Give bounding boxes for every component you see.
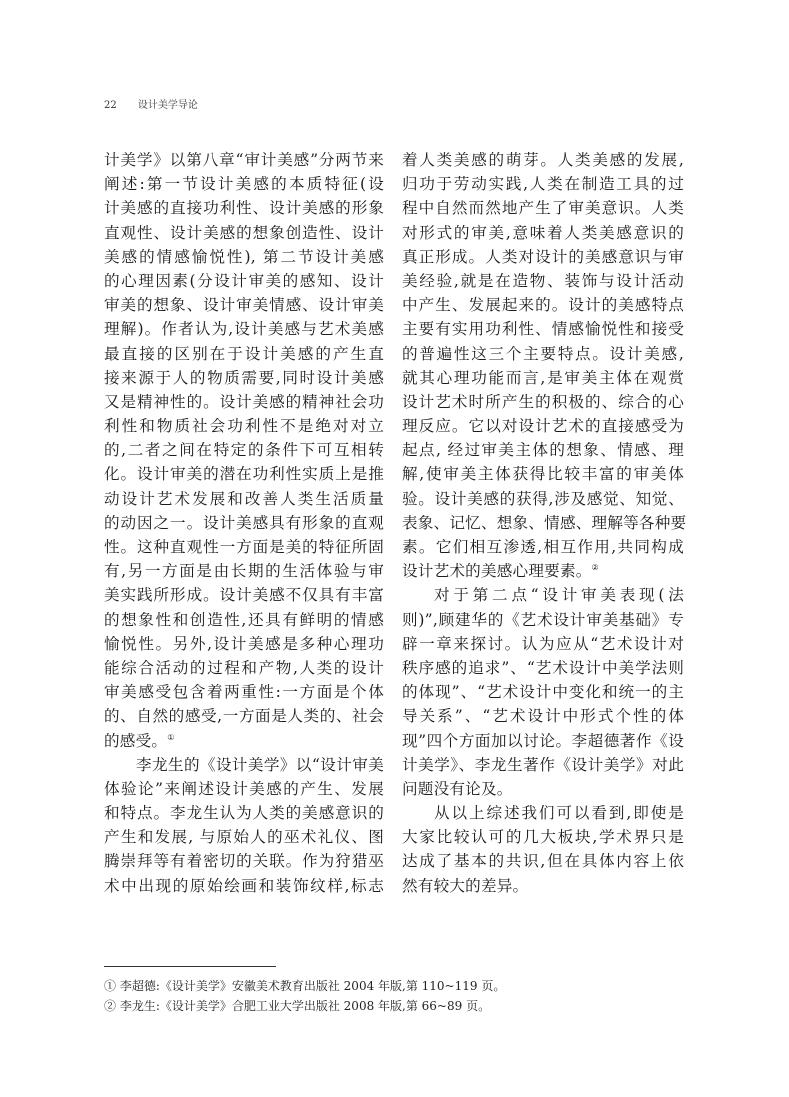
text-line-content: 美感的情感愉悦性), 第二节设计美感 bbox=[104, 247, 384, 266]
text-line bbox=[402, 632, 684, 656]
text-line-content: 和特点。李龙生认为人类的美感意识的 bbox=[104, 804, 384, 823]
text-line bbox=[104, 172, 384, 196]
text-line bbox=[104, 680, 384, 704]
text-line bbox=[104, 753, 384, 777]
text-line-content: 归功于劳动实践,人类在制造工具的过 bbox=[402, 175, 684, 194]
text-line bbox=[402, 245, 684, 269]
text-line-content: 化。设计审美的潜在功利性实质上是推 bbox=[104, 465, 384, 484]
text-line-content: 计美感的直接功利性、设计美感的形象 bbox=[104, 199, 384, 218]
text-line bbox=[104, 148, 384, 172]
text-line bbox=[402, 196, 684, 220]
footnote-divider bbox=[104, 966, 276, 967]
text-line-content: 导关系”、“艺术设计中形式个性的体 bbox=[402, 707, 684, 726]
text-line bbox=[104, 269, 384, 293]
text-line bbox=[104, 438, 384, 462]
footnote-2: ② 李龙生:《设计美学》合肥工业大学出版社 2008 年版,第 66~89 页。 bbox=[104, 999, 491, 1013]
text-line-content: 从以上综述我们可以看到,即使是 bbox=[434, 804, 684, 823]
text-line-content: 对形式的审美,意味着人类美感意识的 bbox=[402, 223, 684, 242]
text-line-content: 设计艺术时所产生的积极的、综合的心 bbox=[402, 392, 684, 411]
text-line bbox=[402, 777, 684, 801]
footnotes bbox=[104, 976, 505, 1016]
text-line-content: 大家比较认可的几大板块,学术界只是 bbox=[402, 828, 684, 847]
footnote-marker: ① bbox=[167, 732, 175, 742]
text-line bbox=[402, 172, 684, 196]
text-line bbox=[402, 414, 684, 438]
text-line-content: 问题没有论及。 bbox=[402, 779, 513, 798]
text-line bbox=[402, 801, 684, 825]
text-line bbox=[104, 414, 384, 438]
text-line-content: 性。这种直观性一方面是美的特征所固 bbox=[104, 538, 384, 556]
text-line-content: 又是精神性的。设计美感的精神社会功 bbox=[104, 392, 384, 411]
text-line-content: 的感受。 bbox=[104, 731, 168, 750]
text-line bbox=[402, 462, 684, 486]
text-line bbox=[104, 777, 384, 801]
text-line bbox=[402, 583, 684, 607]
text-line-content: 有,另一方面是由长期的生活体验与审 bbox=[104, 562, 384, 581]
text-line bbox=[402, 656, 684, 680]
text-line-content: 计美学》以第八章“审计美感”分两节来 bbox=[104, 151, 384, 169]
text-line bbox=[402, 874, 684, 898]
text-line-content: 起点, 经过审美主体的想象、情感、理 bbox=[402, 441, 684, 460]
text-line-content: 理反应。它以对设计艺术的直接感受为 bbox=[402, 417, 684, 436]
text-line bbox=[104, 535, 384, 559]
text-line bbox=[104, 849, 384, 873]
text-line bbox=[402, 559, 684, 583]
text-line-content: 的、自然的感受,一方面是人类的、社会 bbox=[104, 707, 384, 726]
text-line bbox=[402, 269, 684, 293]
text-line bbox=[402, 438, 684, 462]
text-line bbox=[402, 342, 684, 366]
text-line bbox=[104, 801, 384, 825]
text-line-content: 审美的想象、设计审美情感、设计审美 bbox=[104, 296, 384, 315]
text-line-content: 则)”,顾建华的《艺术设计审美基础》专 bbox=[402, 610, 684, 629]
text-line-content: 美经验,就是在造物、装饰与设计活动 bbox=[402, 271, 684, 290]
text-line-content: 腾崇拜等有着密切的关联。作为狩猎巫 bbox=[104, 852, 384, 871]
text-line-content: 的想象性和创造性,还具有鲜明的情感 bbox=[104, 610, 384, 629]
text-line bbox=[104, 293, 384, 317]
text-line-content: 现”四个方面加以讨论。李超德著作《设 bbox=[402, 731, 684, 750]
text-line-content: 接来源于人的物质需要,同时设计美感 bbox=[104, 368, 384, 387]
text-line-content: 然有较大的差异。 bbox=[402, 876, 529, 895]
text-line-content: 表象、记忆、想象、情感、理解等各种要 bbox=[402, 513, 687, 532]
text-line-content: 达成了基本的共识,但在具体内容上依 bbox=[402, 852, 684, 871]
text-line-content: 的,二者之间在特定的条件下可互相转 bbox=[104, 441, 384, 460]
text-line-content: 的动因之一。设计美感具有形象的直观 bbox=[104, 513, 384, 532]
text-line-content: 主要有实用功利性、情感愉悦性和接受 bbox=[402, 320, 684, 339]
text-line bbox=[402, 293, 684, 317]
text-line bbox=[402, 366, 684, 390]
text-line bbox=[104, 487, 384, 511]
text-line bbox=[104, 656, 384, 680]
text-line-content: 的心理因素(分设计审美的感知、设计 bbox=[104, 271, 384, 290]
text-line bbox=[104, 729, 384, 753]
text-line bbox=[104, 390, 384, 414]
text-line bbox=[402, 704, 684, 728]
text-line-content: 利性和物质社会功利性不是绝对对立 bbox=[104, 417, 384, 436]
text-line-content: 解,使审美主体获得比较丰富的审美体 bbox=[402, 465, 684, 484]
text-line-content: 素。它们相互渗透,相互作用,共同构成 bbox=[402, 538, 684, 556]
text-line-content: 秩序感的追求”、“艺术设计中美学法则 bbox=[402, 658, 684, 677]
text-line bbox=[402, 849, 684, 873]
text-line bbox=[402, 221, 684, 245]
text-line bbox=[402, 511, 687, 535]
text-line-content: 就其心理功能而言,是审美主体在观赏 bbox=[402, 368, 684, 387]
text-line-content: 真正形成。人类对设计的美感意识与审 bbox=[402, 247, 684, 266]
text-line-content: 理解)。作者认为,设计美感与艺术美感 bbox=[104, 320, 384, 339]
footnote-1: ① 李超德:《设计美学》安徽美术教育出版社 2004 年版,第 110~119 页。 bbox=[104, 979, 506, 993]
text-line-content: 最直接的区别在于设计美感的产生直 bbox=[104, 344, 384, 363]
book-title: 设计美学导论 bbox=[137, 100, 198, 111]
text-line bbox=[402, 487, 684, 511]
text-line bbox=[104, 608, 384, 632]
footnote-marker: ② bbox=[591, 563, 599, 572]
text-line-content: 的体现”、“艺术设计中变化和统一的主 bbox=[402, 683, 684, 702]
text-line-content: 设计艺术的美感心理要素。 bbox=[402, 562, 592, 581]
text-line-content: 动设计艺术发展和改善人类生活质量 bbox=[104, 489, 384, 508]
text-line-content: 计美学》、李龙生著作《设计美学》对此 bbox=[402, 755, 684, 774]
page-number: 22 bbox=[104, 100, 117, 111]
text-line bbox=[402, 390, 684, 414]
text-line-content: 辟一章来探讨。认为应从“艺术设计对 bbox=[402, 634, 684, 653]
right-text-column bbox=[402, 148, 687, 898]
text-line-content: 的普遍性这三个主要特点。设计美感, bbox=[402, 344, 684, 363]
text-line bbox=[402, 729, 684, 753]
text-line-content: 李龙生的《设计美学》以“设计审美 bbox=[136, 755, 384, 774]
text-line bbox=[104, 559, 384, 583]
text-line-content: 愉悦性。另外,设计美感是多种心理功 bbox=[104, 634, 384, 653]
text-line bbox=[104, 342, 384, 366]
text-line bbox=[104, 825, 384, 849]
text-line bbox=[402, 608, 684, 632]
text-line bbox=[402, 753, 684, 777]
text-line-content: 对于第二点“设计审美表现(法 bbox=[434, 586, 684, 605]
text-line-content: 程中自然而然地产生了审美意识。人类 bbox=[402, 199, 684, 218]
running-header bbox=[104, 96, 198, 111]
text-line bbox=[104, 511, 384, 535]
text-line bbox=[104, 874, 384, 898]
text-line bbox=[104, 462, 384, 486]
text-line-content: 产生和发展, 与原始人的巫术礼仪、图 bbox=[104, 828, 384, 847]
text-line-content: 术中出现的原始绘画和装饰纹样,标志 bbox=[104, 876, 384, 895]
text-line bbox=[104, 221, 384, 245]
text-line-content: 中产生、发展起来的。设计的美感特点 bbox=[402, 296, 684, 315]
text-line-content: 验。设计美感的获得,涉及感觉、知觉、 bbox=[402, 489, 684, 508]
text-line bbox=[104, 632, 384, 656]
text-line bbox=[104, 583, 384, 607]
text-line bbox=[104, 245, 384, 269]
text-line-content: 审美感受包含着两重性:一方面是个体 bbox=[104, 683, 384, 702]
left-text-column bbox=[104, 148, 384, 898]
text-line bbox=[402, 825, 684, 849]
text-line bbox=[402, 680, 684, 704]
text-line bbox=[402, 535, 684, 559]
text-line bbox=[104, 317, 384, 341]
text-line bbox=[104, 196, 384, 220]
text-line bbox=[402, 317, 684, 341]
text-line bbox=[104, 704, 384, 728]
text-line-content: 着人类美感的萌芽。人类美感的发展, bbox=[402, 151, 684, 169]
text-line-content: 直观性、设计美感的想象创造性、设计 bbox=[104, 223, 384, 242]
text-line-content: 美实践所形成。设计美感不仅具有丰富 bbox=[104, 586, 384, 605]
text-line bbox=[402, 148, 684, 172]
text-line-content: 体验论”来阐述设计美感的产生、发展 bbox=[104, 779, 384, 798]
text-line-content: 能综合活动的过程和产物,人类的设计 bbox=[104, 658, 384, 677]
text-line-content: 阐述:第一节设计美感的本质特征(设 bbox=[104, 175, 384, 194]
text-line bbox=[104, 366, 384, 390]
